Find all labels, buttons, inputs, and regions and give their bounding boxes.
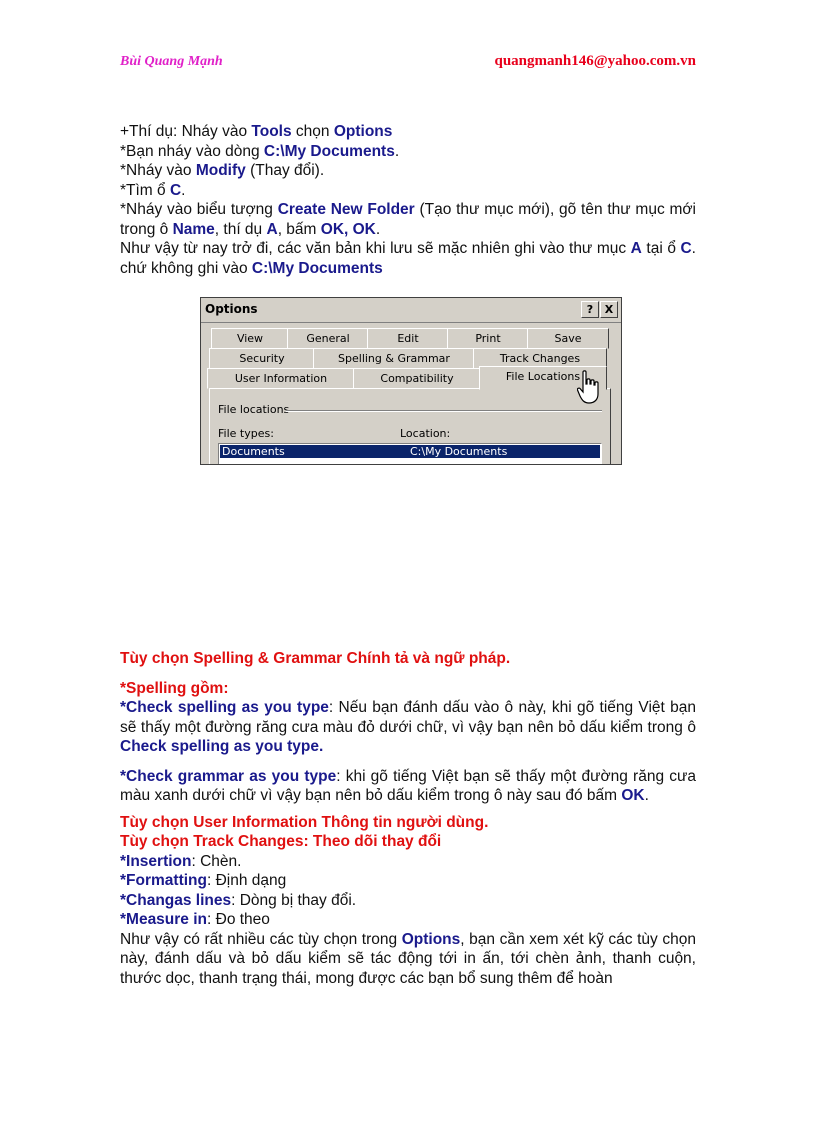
keyword-options: Options [333, 123, 393, 140]
keyword-path: C:\My Documents [251, 259, 383, 277]
line-new-folder [120, 200, 696, 239]
keyword-drive: C [680, 240, 692, 257]
para-summary [120, 930, 696, 989]
tab-save[interactable]: Save [527, 328, 609, 349]
tab-spelling-grammar[interactable]: Spelling & Grammar [313, 348, 475, 369]
tab-general[interactable]: General [287, 328, 369, 349]
keyword-ok: OK, OK [320, 220, 376, 238]
dialog-titlebar [201, 298, 621, 323]
text: *Nháy vào biểu tượng [120, 201, 278, 218]
keyword-measure-in: *Measure in [120, 911, 208, 928]
text: , thí dụ [214, 220, 267, 238]
heading-spelling-grammar: Tùy chọn Spelling & Grammar Chính tả và ngữ pháp. [120, 650, 511, 667]
text: : Nếu bạn đánh dấu vào ô này, khi gõ tiếng Việt bạn sẽ thấy một đường răng cưa màu đỏ dưới chữ, vì vậy bạn nên bỏ dấu kiểm trong ô [120, 699, 696, 736]
text: : Định dạng [206, 872, 287, 889]
text: : Đo theo [207, 911, 270, 928]
options-dialog-image [200, 297, 622, 465]
text: , bấm [277, 220, 321, 238]
section-divider [286, 410, 602, 412]
keyword-insertion: *Insertion [120, 852, 192, 870]
keyword-create-folder: Create New Folder [277, 201, 415, 218]
text: , bạn cần xem xét kỹ các tùy chọn này, đánh dấu và bỏ dấu kiểm sẽ tác động tới in ấn, tới chèn ảnh, thanh cuộn, thước dọc, thanh trạng thái, mong được các bạn bổ sung thêm để hoàn [120, 930, 696, 987]
header-author: Bùi Quang Mạnh [120, 54, 223, 69]
heading-track-changes: Tùy chọn Track Changes: Theo dõi thay đổi [120, 833, 442, 850]
text: Như vậy từ nay trở đi, các văn bản khi lưu sẽ mặc nhiên ghi vào thư mục [120, 240, 631, 257]
item-formatting [120, 871, 696, 891]
text: *Tìm ổ [120, 181, 170, 199]
text: . [375, 220, 381, 238]
text: . chứ không ghi vào [120, 240, 696, 277]
keyword-a: A [266, 220, 278, 238]
keyword-formatting: *Formatting [120, 872, 207, 889]
tab-file-locations[interactable]: File Locations [479, 366, 607, 390]
intro-block [120, 122, 696, 278]
tab-print[interactable]: Print [447, 328, 529, 349]
para-check-spelling [120, 698, 696, 757]
tab-security[interactable]: Security [209, 348, 315, 369]
tab-compatibility[interactable]: Compatibility [353, 368, 481, 389]
keyword-name: Name [172, 220, 215, 238]
list-item-selected[interactable] [220, 445, 600, 458]
tab-edit[interactable]: Edit [367, 328, 449, 349]
tab-track-changes[interactable]: Track Changes [473, 348, 607, 369]
text: (Thay đổi). [245, 162, 325, 179]
text: tại ổ [641, 240, 681, 257]
keyword-check-spelling: Check spelling as you type. [120, 738, 324, 755]
file-type-value: Documents [222, 445, 285, 458]
column-file-types: File types: [218, 427, 274, 440]
item-measure-in [120, 910, 696, 930]
text: Như vậy có rất nhiều các tùy chọn trong [120, 930, 402, 948]
keyword-check-grammar: Check grammar as you type [126, 767, 337, 785]
keyword-path: C:\My Documents [263, 142, 395, 160]
text: . [644, 787, 649, 804]
dialog-title: Options [205, 302, 258, 316]
line-find-drive [120, 181, 696, 201]
file-locations-panel [209, 388, 611, 465]
line-tools-options [120, 122, 696, 142]
hand-cursor-icon [577, 370, 603, 406]
line-my-documents [120, 142, 696, 162]
text: *Bạn nháy vào dòng [120, 142, 264, 160]
text: (Tạo thư mục mới), gõ tên thư mục mới trong ô [120, 201, 696, 238]
text: chọn [291, 123, 334, 140]
header-email: quangmanh146@yahoo.com.vn [494, 53, 696, 69]
spelling-block [120, 649, 696, 988]
para-check-grammar [120, 767, 696, 806]
text: +Thí dụ: Nháy vào [120, 123, 252, 140]
tab-user-information[interactable]: User Information [207, 368, 355, 389]
file-locations-list[interactable] [218, 443, 602, 465]
keyword-check-spelling: *Check spelling as you type [120, 699, 329, 716]
heading-user-information: Tùy chọn User Information Thông tin người dùng. [120, 813, 489, 831]
heading-spelling-includes: *Spelling gồm: [120, 679, 229, 697]
keyword-a: A [630, 240, 642, 257]
line-modify [120, 161, 696, 181]
text: : Dòng bị thay đổi. [231, 891, 357, 909]
bullet: * [120, 767, 127, 785]
text: . [394, 142, 400, 160]
close-button[interactable]: X [600, 301, 618, 318]
keyword-drive: C [169, 181, 182, 199]
help-button[interactable]: ? [581, 301, 599, 318]
tab-view[interactable]: View [211, 328, 289, 349]
keyword-changed-lines: *Changas lines [120, 891, 232, 909]
text: . [181, 181, 186, 199]
text: : Chèn. [191, 852, 242, 870]
keyword-tools: Tools [251, 123, 292, 140]
keyword-modify: Modify [195, 162, 246, 179]
text: *Nháy vào [120, 162, 196, 179]
section-label: File locations [218, 403, 290, 416]
item-changed-lines [120, 891, 696, 911]
keyword-ok: OK [621, 787, 645, 804]
location-value: C:\My Documents [410, 445, 508, 458]
keyword-options: Options [401, 930, 461, 948]
line-conclusion [120, 239, 696, 278]
text: : khi gõ tiếng Việt bạn sẽ thấy một đường răng cưa màu xanh dưới chữ vì vậy bạn nên bỏ dấu kiểm trong ô này sau đó bấm [120, 767, 696, 804]
item-insertion [120, 852, 696, 872]
column-location: Location: [400, 427, 451, 440]
